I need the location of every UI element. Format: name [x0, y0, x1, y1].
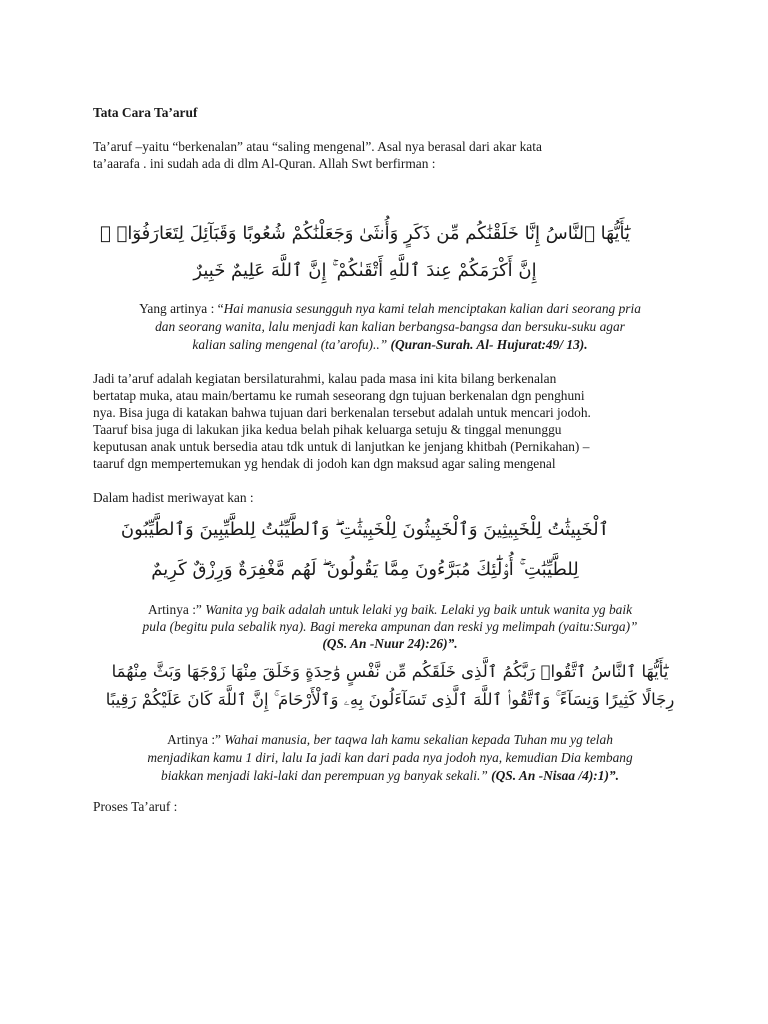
- arabic-verse-2-line-1: ٱلْخَبِيثَٰتُ لِلْخَبِيثِينَ وَٱلْخَبِيثُونَ لِلْخَبِيثَٰتِ ۖ وَٱلطَّيِّبَٰتُ لِلطَّيِّبِينَ وَٱلطَّيِّبُونَ: [120, 519, 610, 540]
- translation-2-text-1: Wanita yg baik adalah untuk lelaki yg baik. Lelaki yg baik untuk wanita yg baik: [205, 602, 633, 617]
- translation-1-line-2: dan seorang wanita, lalu menjadi kan kalian berbangsa-bangsa dan bersuku-suku agar: [155, 319, 625, 334]
- arabic-verse-2-line-2: لِلطَّيِّبَٰتِ ۚ أُو۟لَٰٓئِكَ مُبَرَّءُونَ مِمَّا يَقُولُونَ ۖ لَهُم مَّغْفِرَةٌ وَرِزْقٌ كَرِيمٌ: [151, 559, 579, 580]
- paragraph-line-1: Jadi ta’aruf adalah kegiatan bersilaturahmi, kalau pada masa ini kita bilang berkenalan: [93, 371, 557, 386]
- translation-3-reference: (QS. An -Nisaa /4):1)”.: [491, 768, 619, 783]
- translation-1-line-1: [80, 300, 700, 318]
- arabic-verse-3-line-2: رِجَالًا كَثِيرًا وَنِسَآءً ۚ وَٱتَّقُوا۟ ٱللَّهَ ٱلَّذِى تَسَآءَلُونَ بِهِۦ وَٱلْأَرْحَامَ ۚ إِنَّ ٱللَّهَ كَانَ عَلَيْكُمْ رَقِيبًا: [105, 690, 675, 709]
- paragraph-line-3: nya. Bisa juga di katakan bahwa tujuan dari berkenalan tersebut adalah untuk mencari jodoh.: [93, 405, 591, 420]
- arabic-verse-3-line-1: يَٰٓأَيُّهَا ٱلنَّاسُ ٱتَّقُوا۟ رَبَّكُمُ ٱلَّذِى خَلَقَكُم مِّن نَّفْسٍ وَٰحِدَةٍ وَخَلَقَ مِنْهَا زَوْجَهَا وَبَثَّ مِنْهُمَا: [111, 662, 669, 681]
- paragraph-line-6: taaruf dgn mempertemukan yg hendak di jodoh kan dgn maksud agar saling mengenal: [93, 456, 556, 471]
- translation-2-line-1: [80, 601, 700, 619]
- translation-3-text-3: biakkan menjadi laki-laki dan perempuan yg banyak sekali.”: [161, 768, 492, 783]
- paragraph-line-4: Taaruf bisa juga di lakukan jika kedua belah pihak keluarga setuju & tinggal menunggu: [93, 422, 562, 437]
- paragraph-line-5: keputusan anak untuk bersedia atau tdk untuk di lanjutkan ke jenjang khitbah (Pernikahan) –: [93, 439, 590, 454]
- translation-1-lead: Yang artinya : “: [139, 301, 224, 316]
- intro-line-1: Ta’aruf –yaitu “berkenalan” atau “saling mengenal”. Asal nya berasal dari akar kata: [93, 139, 542, 154]
- translation-2-line-2: pula (begitu pula sebalik nya). Bagi mereka ampunan dan reski yg melimpah (yaitu:Surga)”: [142, 619, 638, 634]
- translation-1-text-3: kalian saling mengenal (ta’arofu)..”: [192, 337, 391, 352]
- hadist-intro: Dalam hadist meriwayat kan :: [93, 490, 254, 505]
- document-title: Tata Cara Ta’aruf: [93, 105, 198, 120]
- translation-3-text-1: Wahai manusia, ber taqwa lah kamu sekalian kepada Tuhan mu yg telah: [224, 732, 613, 747]
- translation-1-text-1: Hai manusia sesungguh nya kami telah menciptakan kalian dari seorang pria: [223, 301, 641, 316]
- translation-2-lead: Artinya :”: [147, 602, 206, 617]
- paragraph-line-2: bertatap muka, atau main/bertamu ke rumah seseorang dgn tujuan berkenalan dgn penghuni: [93, 388, 585, 403]
- translation-3-line-1: [80, 731, 700, 749]
- arabic-verse-1-line-2: إِنَّ أَكْرَمَكُمْ عِندَ ٱللَّهِ أَتْقَىٰكُمْ ۚ إِنَّ ٱللَّهَ عَلِيمٌ خَبِيرٌ: [193, 260, 537, 281]
- arabic-verse-1-line-1: يَٰٓأَيُّهَا ٱلنَّاسُ إِنَّا خَلَقْنَٰكُم مِّن ذَكَرٍ وَأُنثَىٰ وَجَعَلْنَٰكُمْ شُعُوبًا وَقَبَآئِلَ لِتَعَارَفُوٓا۟ ۚ: [100, 223, 630, 244]
- translation-1-line-3: [80, 336, 700, 354]
- translation-2-reference: (QS. An -Nuur 24):26)”.: [322, 636, 458, 651]
- proses-heading: Proses Ta’aruf :: [93, 799, 178, 814]
- translation-3-lead: Artinya :”: [167, 732, 225, 747]
- translation-3-line-2: menjadikan kamu 1 diri, lalu Ia jadi kan dari pada nya jodoh nya, kemudian Dia kembang: [147, 750, 633, 765]
- translation-1-reference: (Quran-Surah. Al- Hujurat:49/ 13).: [390, 337, 588, 352]
- translation-3-line-3: [80, 767, 700, 785]
- intro-line-2: ta’aarafa . ini sudah ada di dlm Al-Quran. Allah Swt berfirman :: [93, 156, 436, 171]
